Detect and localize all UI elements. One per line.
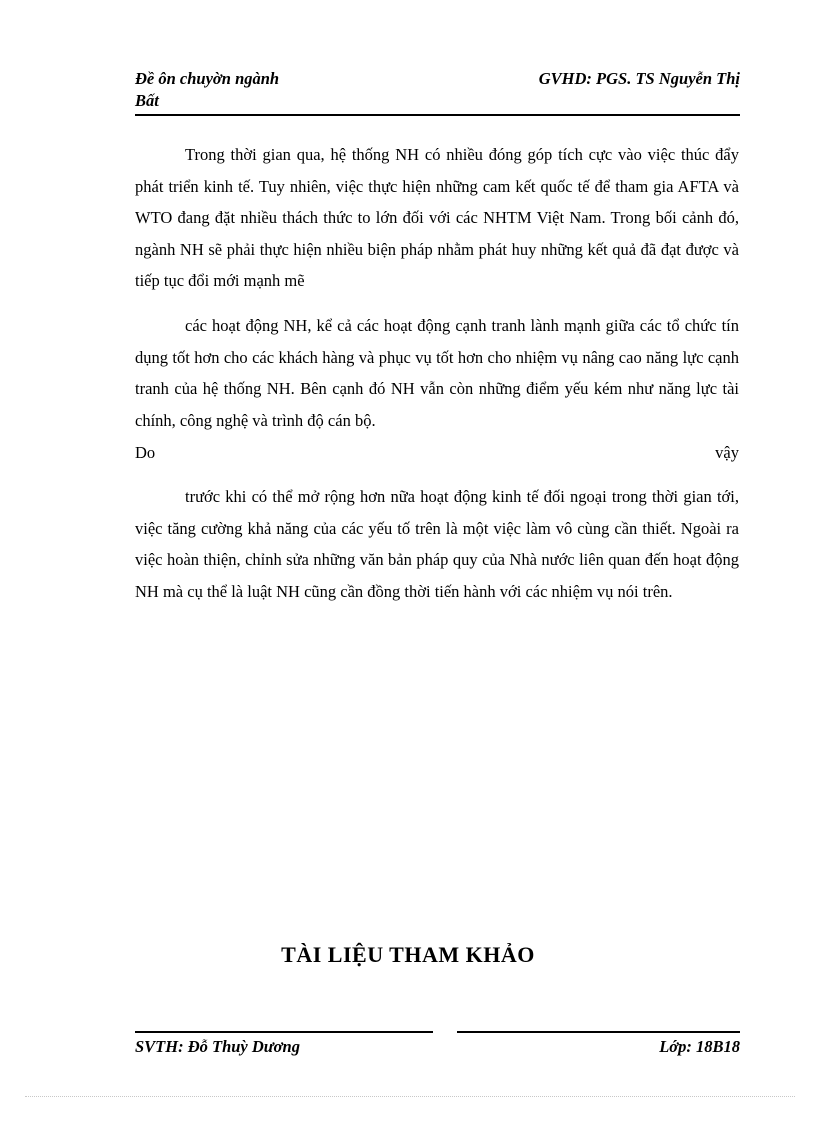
body-paragraph-3: trước khi có thể mở rộng hơn nữa hoạt động kinh tế đối ngoại trong thời gian tới, việc tăng cường khả năng của các yếu tố trên là một việc làm vô cùng cần thiết. Ngoài ra việc hoàn thiện, chỉnh sửa những văn bản pháp quy của Nhà nước liên quan đến hoạt động NH mà cụ thể là luật NH cũng cần đồng thời tiến hành với các nhiệm vụ nói trên.: [135, 487, 739, 601]
footer-divider-left: [135, 1031, 433, 1033]
footer-class: Lớp: 18B18: [659, 1037, 740, 1056]
header-title-line-2: Bất: [135, 91, 159, 110]
references-heading: TÀI LIỆU THAM KHẢO: [281, 942, 535, 967]
page-bottom-edge: [25, 1096, 795, 1097]
body-split-line: [135, 437, 739, 469]
header-divider: [135, 114, 740, 116]
split-word-left: Do: [135, 443, 156, 462]
header-supervisor: GVHD: PGS. TS Nguyễn Thị: [538, 69, 740, 88]
split-word-right: vậy: [715, 443, 739, 462]
footer-student-name: SVTH: Đỗ Thuỳ Dương: [135, 1037, 300, 1056]
body-paragraph-1: Trong thời gian qua, hệ thống NH có nhiều đóng góp tích cực vào việc thúc đẩy phát triển kinh tế. Tuy nhiên, việc thực hiện những cam kết quốc tế để tham gia AFTA và WTO đang đặt nhiều thách thức to lớn đối với các NHTM Việt Nam. Trong bối cảnh đó, ngành NH sẽ phải thực hiện nhiều biện pháp nhằm phát huy những kết quả đã đạt được và tiếp tục đổi mới mạnh mẽ: [135, 145, 739, 290]
header-document-title: [135, 68, 345, 112]
header-title-line-1: Đề ôn chuyờn ngành: [135, 69, 280, 88]
footer-divider-right: [457, 1031, 740, 1033]
body-paragraph-2: các hoạt động NH, kể cả các hoạt động cạnh tranh lành mạnh giữa các tổ chức tín dụng tốt hơn cho các khách hàng và phục vụ tốt hơn cho nhiệm vụ nâng cao năng lực cạnh tranh của hệ thống NH. Bên cạnh đó NH vẫn còn những điểm yếu kém như năng lực tài chính, công nghệ và trình độ cán bộ.: [135, 316, 739, 430]
